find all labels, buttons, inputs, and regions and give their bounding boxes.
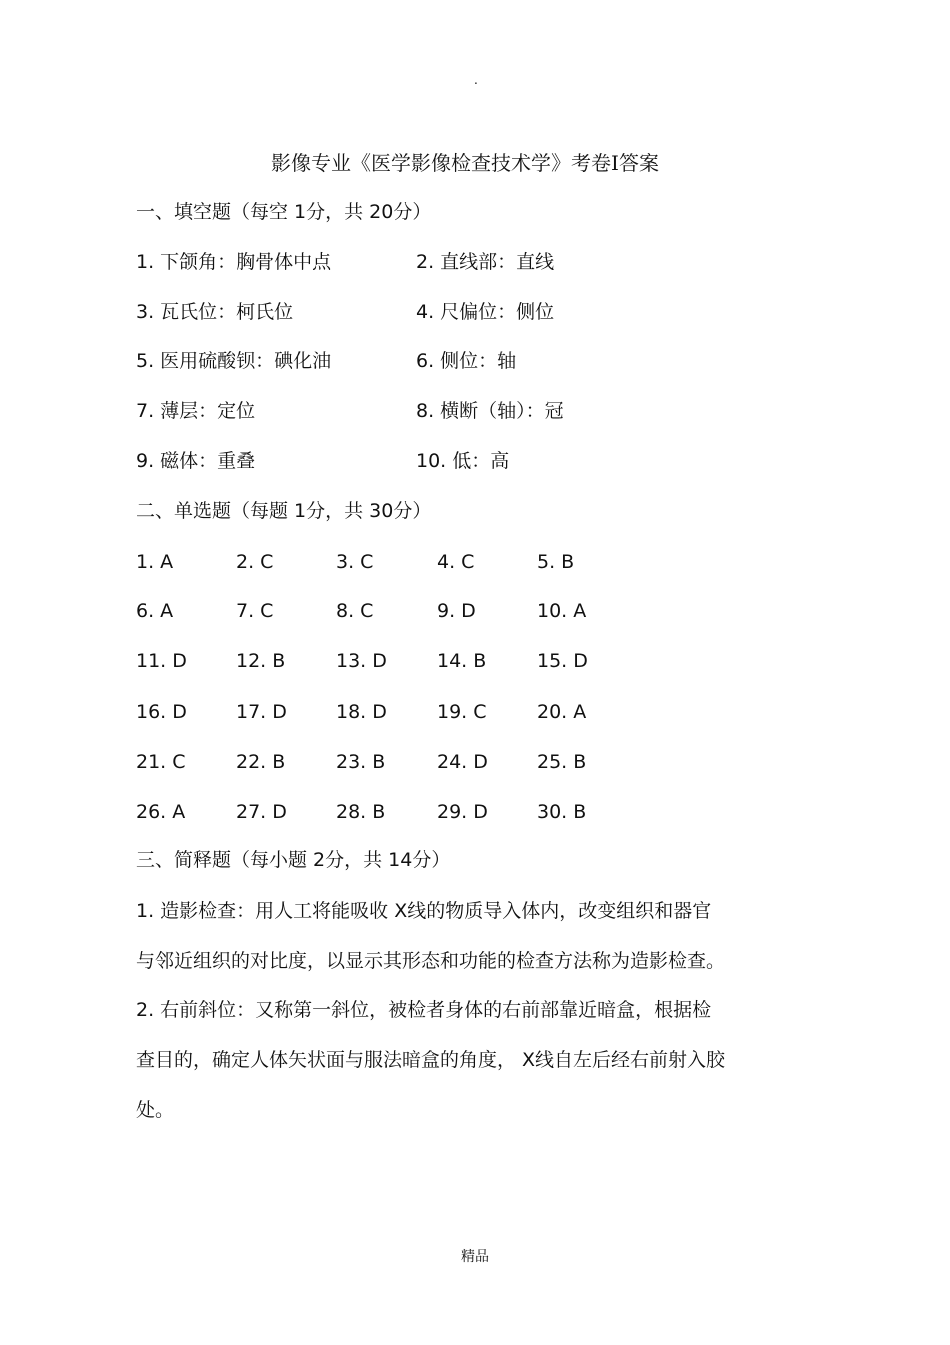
- choice-answer: 21. C: [136, 751, 186, 773]
- fill-answer: 9. 磁体：重叠: [136, 450, 256, 472]
- choice-answer: 25. B: [537, 751, 587, 773]
- choice-answer: 7. C: [236, 600, 274, 622]
- section-heading-short-explanation: 三、简释题（每小题 2分，共 14分）: [136, 849, 451, 871]
- choice-answer: 28. B: [336, 801, 386, 823]
- choice-answer: 8. C: [336, 600, 374, 622]
- choice-answer: 29. D: [437, 801, 488, 823]
- choice-answer: 4. C: [437, 551, 475, 573]
- choice-answer: 16. D: [136, 701, 187, 723]
- explanation-paragraph-line: 处。: [136, 1099, 175, 1121]
- choice-answer: 22. B: [236, 751, 286, 773]
- choice-answer: 11. D: [136, 650, 187, 672]
- choice-answer: 6. A: [136, 600, 174, 622]
- choice-answer: 13. D: [336, 650, 387, 672]
- choice-answer: 26. A: [136, 801, 186, 823]
- explanation-paragraph-line: 查目的，确定人体矢状面与服法暗盒的角度， X线自左后经右前射入胶: [136, 1049, 726, 1071]
- explanation-paragraph-line: 1. 造影检查：用人工将能吸收 X线的物质导入体内，改变组织和器官: [136, 900, 712, 922]
- choice-answer: 17. D: [236, 701, 287, 723]
- fill-answer: 6. 侧位：轴: [416, 350, 517, 372]
- header-dot: .: [474, 73, 478, 87]
- choice-answer: 12. B: [236, 650, 286, 672]
- fill-answer: 3. 瓦氏位：柯氏位: [136, 301, 294, 323]
- choice-answer: 30. B: [537, 801, 587, 823]
- fill-answer: 4. 尺偏位：侧位: [416, 301, 555, 323]
- fill-answer: 5. 医用硫酸钡：碘化油: [136, 350, 332, 372]
- page-footer: 精品: [461, 1249, 489, 1265]
- document-title: 影像专业《医学影像检查技术学》考卷Ⅰ答案: [271, 151, 659, 175]
- choice-answer: 9. D: [437, 600, 476, 622]
- fill-answer: 7. 薄层：定位: [136, 400, 256, 422]
- choice-answer: 10. A: [537, 600, 587, 622]
- choice-answer: 19. C: [437, 701, 487, 723]
- choice-answer: 5. B: [537, 551, 575, 573]
- choice-answer: 3. C: [336, 551, 374, 573]
- fill-answer: 8. 横断（轴）：冠: [416, 400, 564, 422]
- section-heading-fill-blank: 一、填空题（每空 1分，共 20分）: [136, 201, 432, 223]
- choice-answer: 27. D: [236, 801, 287, 823]
- choice-answer: 24. D: [437, 751, 488, 773]
- explanation-paragraph-line: 与邻近组织的对比度，以显示其形态和功能的检查方法称为造影检查。: [136, 950, 726, 972]
- section-heading-single-choice: 二、单选题（每题 1分，共 30分）: [136, 500, 432, 522]
- choice-answer: 1. A: [136, 551, 174, 573]
- fill-answer: 10. 低：高: [416, 450, 510, 472]
- choice-answer: 2. C: [236, 551, 274, 573]
- choice-answer: 18. D: [336, 701, 387, 723]
- fill-answer: 1. 下颌角：胸骨体中点: [136, 251, 332, 273]
- choice-answer: 14. B: [437, 650, 487, 672]
- choice-answer: 15. D: [537, 650, 588, 672]
- choice-answer: 23. B: [336, 751, 386, 773]
- fill-answer: 2. 直线部：直线: [416, 251, 555, 273]
- explanation-paragraph-line: 2. 右前斜位：又称第一斜位，被检者身体的右前部靠近暗盒，根据检: [136, 999, 712, 1021]
- choice-answer: 20. A: [537, 701, 587, 723]
